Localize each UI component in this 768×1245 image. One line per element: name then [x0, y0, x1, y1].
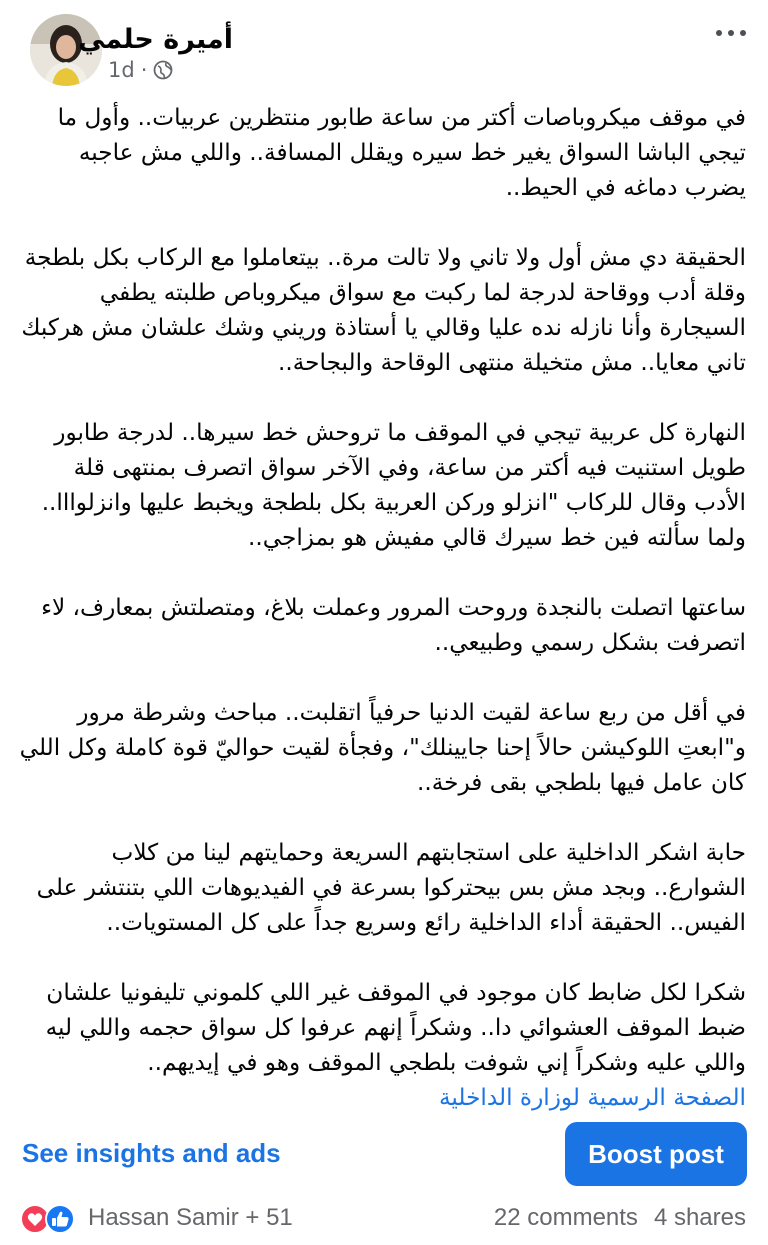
like-reaction-icon [46, 1205, 74, 1233]
more-options-icon[interactable] [716, 30, 746, 36]
shares-count[interactable]: 4 shares [653, 1204, 746, 1231]
post-actions [0, 1122, 768, 1186]
post-paragraph: حابة اشكر الداخلية على استجابتهم السريعة وحمايتهم لينا من كلاب الشوارع.. وبجد مش بس بيحتركوا بسرعة في الفيديوهات اللي بتنتشر على الفيس.. الحقيقة أداء الداخلية رائع وسريع جداً على كل المستويات.. [36, 839, 746, 936]
post-paragraph: ساعتها اتصلت بالنجدة وروحت المرور وعملت بلاغ، ومتصلتش بمعارف، لاء اتصرفت بشكل رسمي وطبيعي.. [41, 594, 746, 656]
reactions-count[interactable]: Hassan Samir + 51 [88, 1204, 293, 1231]
post-paragraph: شكرا لكل ضابط كان موجود في الموقف غير اللي كلموني تليفونيا علشان ضبط الموقف العشوائي دا.. وشكراً إنهم عرفوا كل سواق حجمه واللي ليه واللي عليه وشكراً إني شوفت بلطجي الموقف وهو في إيديهم.. [45, 979, 746, 1076]
comments-count[interactable]: 22 comments [493, 1204, 638, 1231]
globe-icon [153, 60, 173, 80]
post-paragraph: في أقل من ربع ساعة لقيت الدنيا حرفياً اتقلبت.. مباحث وشرطة مرور و"ابعتِ اللوكيشن حالاً إحنا جايينلك"، وفجأة لقيت حواليّ قوة كاملة وكل اللي كان عامل فيها بلطجي بقى فرخة.. [19, 699, 746, 796]
post-footer [0, 1198, 768, 1238]
reactions-icons[interactable] [20, 1204, 78, 1234]
post-paragraph: الحقيقة دي مش أول ولا تاني ولا تالت مرة.. بيتعاملوا مع الركاب بكل بلطجة وقلة أدب ووقاحة لدرجة لما ركبت مع سواق ميكروباص طلبته يطفي السيجارة وأنا نازله نده عليا وقالي يا أستاذة وريني وشك علشان مش هركبك تاني معايا.. مش متخيلة منتهى الوقاحة والبجاحة.. [21, 244, 746, 376]
post-paragraph: النهارة كل عربية تيجي في الموقف ما تروحش خط سيرها.. لدرجة طابور طويل استنيت فيه أكتر من ساعة، وفي الآخر سواق اتصرف بمنتهى قلة الأدب وقال للركاب "انزلو وركن العربية بكل بلطجة ويخبط عليها وانزلوااا.. ولما سألته فين خط سيرك قالي مفيش هو بمزاجي.. [41, 419, 746, 551]
author-name[interactable]: أميرة حلمي [77, 24, 233, 55]
boost-post-button[interactable]: Boost post [565, 1122, 747, 1186]
post-meta [108, 58, 173, 82]
post-time[interactable]: 1d [108, 58, 135, 82]
love-reaction-icon [21, 1205, 49, 1233]
post-stats [494, 1204, 746, 1232]
post-body [16, 100, 746, 1115]
post-header [0, 12, 768, 92]
page-tag-link[interactable]: الصفحة الرسمية لوزارة الداخلية [438, 1084, 746, 1111]
separator-dot: · [140, 58, 148, 82]
insights-link[interactable]: See insights and ads [22, 1138, 281, 1168]
post-paragraph: في موقف ميكروباصات أكتر من ساعة طابور منتظرين عربيات.. وأول ما تيجي الباشا السواق يغير خط سيره ويقلل المسافة.. واللي مش عاجبه يضرب دماغه في الحيط.. [57, 104, 746, 201]
